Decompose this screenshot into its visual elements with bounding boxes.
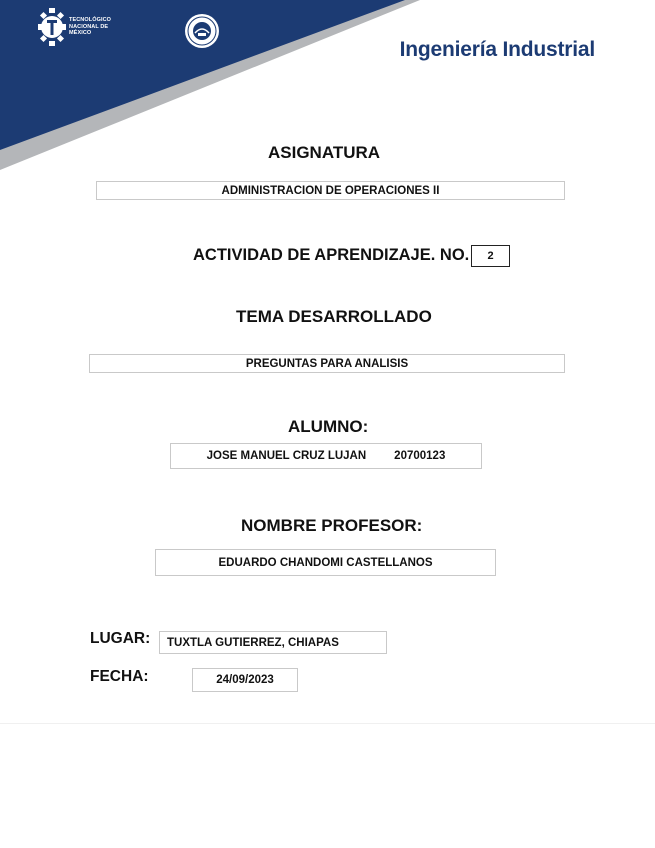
activity-heading: ACTIVIDAD DE APRENDIZAJE. NO. — [193, 246, 470, 264]
date-field: 24/09/2023 — [192, 668, 298, 692]
activity-number-box: 2 — [471, 245, 510, 267]
student-name: JOSE MANUEL CRUZ LUJAN — [206, 450, 367, 462]
place-label: LUGAR: — [90, 630, 151, 647]
student-id: 20700123 — [394, 450, 446, 462]
subject-heading: ASIGNATURA — [268, 143, 381, 162]
professor-field: EDUARDO CHANDOMI CASTELLANOS — [155, 549, 496, 576]
topic-heading: TEMA DESARROLLADO — [236, 307, 432, 326]
institute-seal-icon — [183, 12, 221, 50]
career-title: Ingeniería Industrial — [399, 38, 595, 61]
topic-field: PREGUNTAS PARA ANALISIS — [89, 354, 565, 373]
institution-line-1: TECNOLÓGICO — [69, 17, 112, 24]
page-divider — [0, 723, 655, 724]
student-heading: ALUMNO: — [288, 417, 369, 436]
tecnm-logo — [38, 8, 127, 46]
student-field — [170, 443, 482, 469]
tecnm-gear-logo-icon — [38, 8, 66, 46]
institution-line-2: NACIONAL DE MÉXICO — [69, 23, 109, 37]
place-field: TUXTLA GUTIERREZ, CHIAPAS — [159, 631, 387, 654]
date-label: FECHA: — [90, 668, 149, 685]
subject-field: ADMINISTRACION DE OPERACIONES II — [96, 181, 565, 200]
professor-heading: NOMBRE PROFESOR: — [241, 516, 423, 535]
institute-seal — [183, 12, 221, 55]
